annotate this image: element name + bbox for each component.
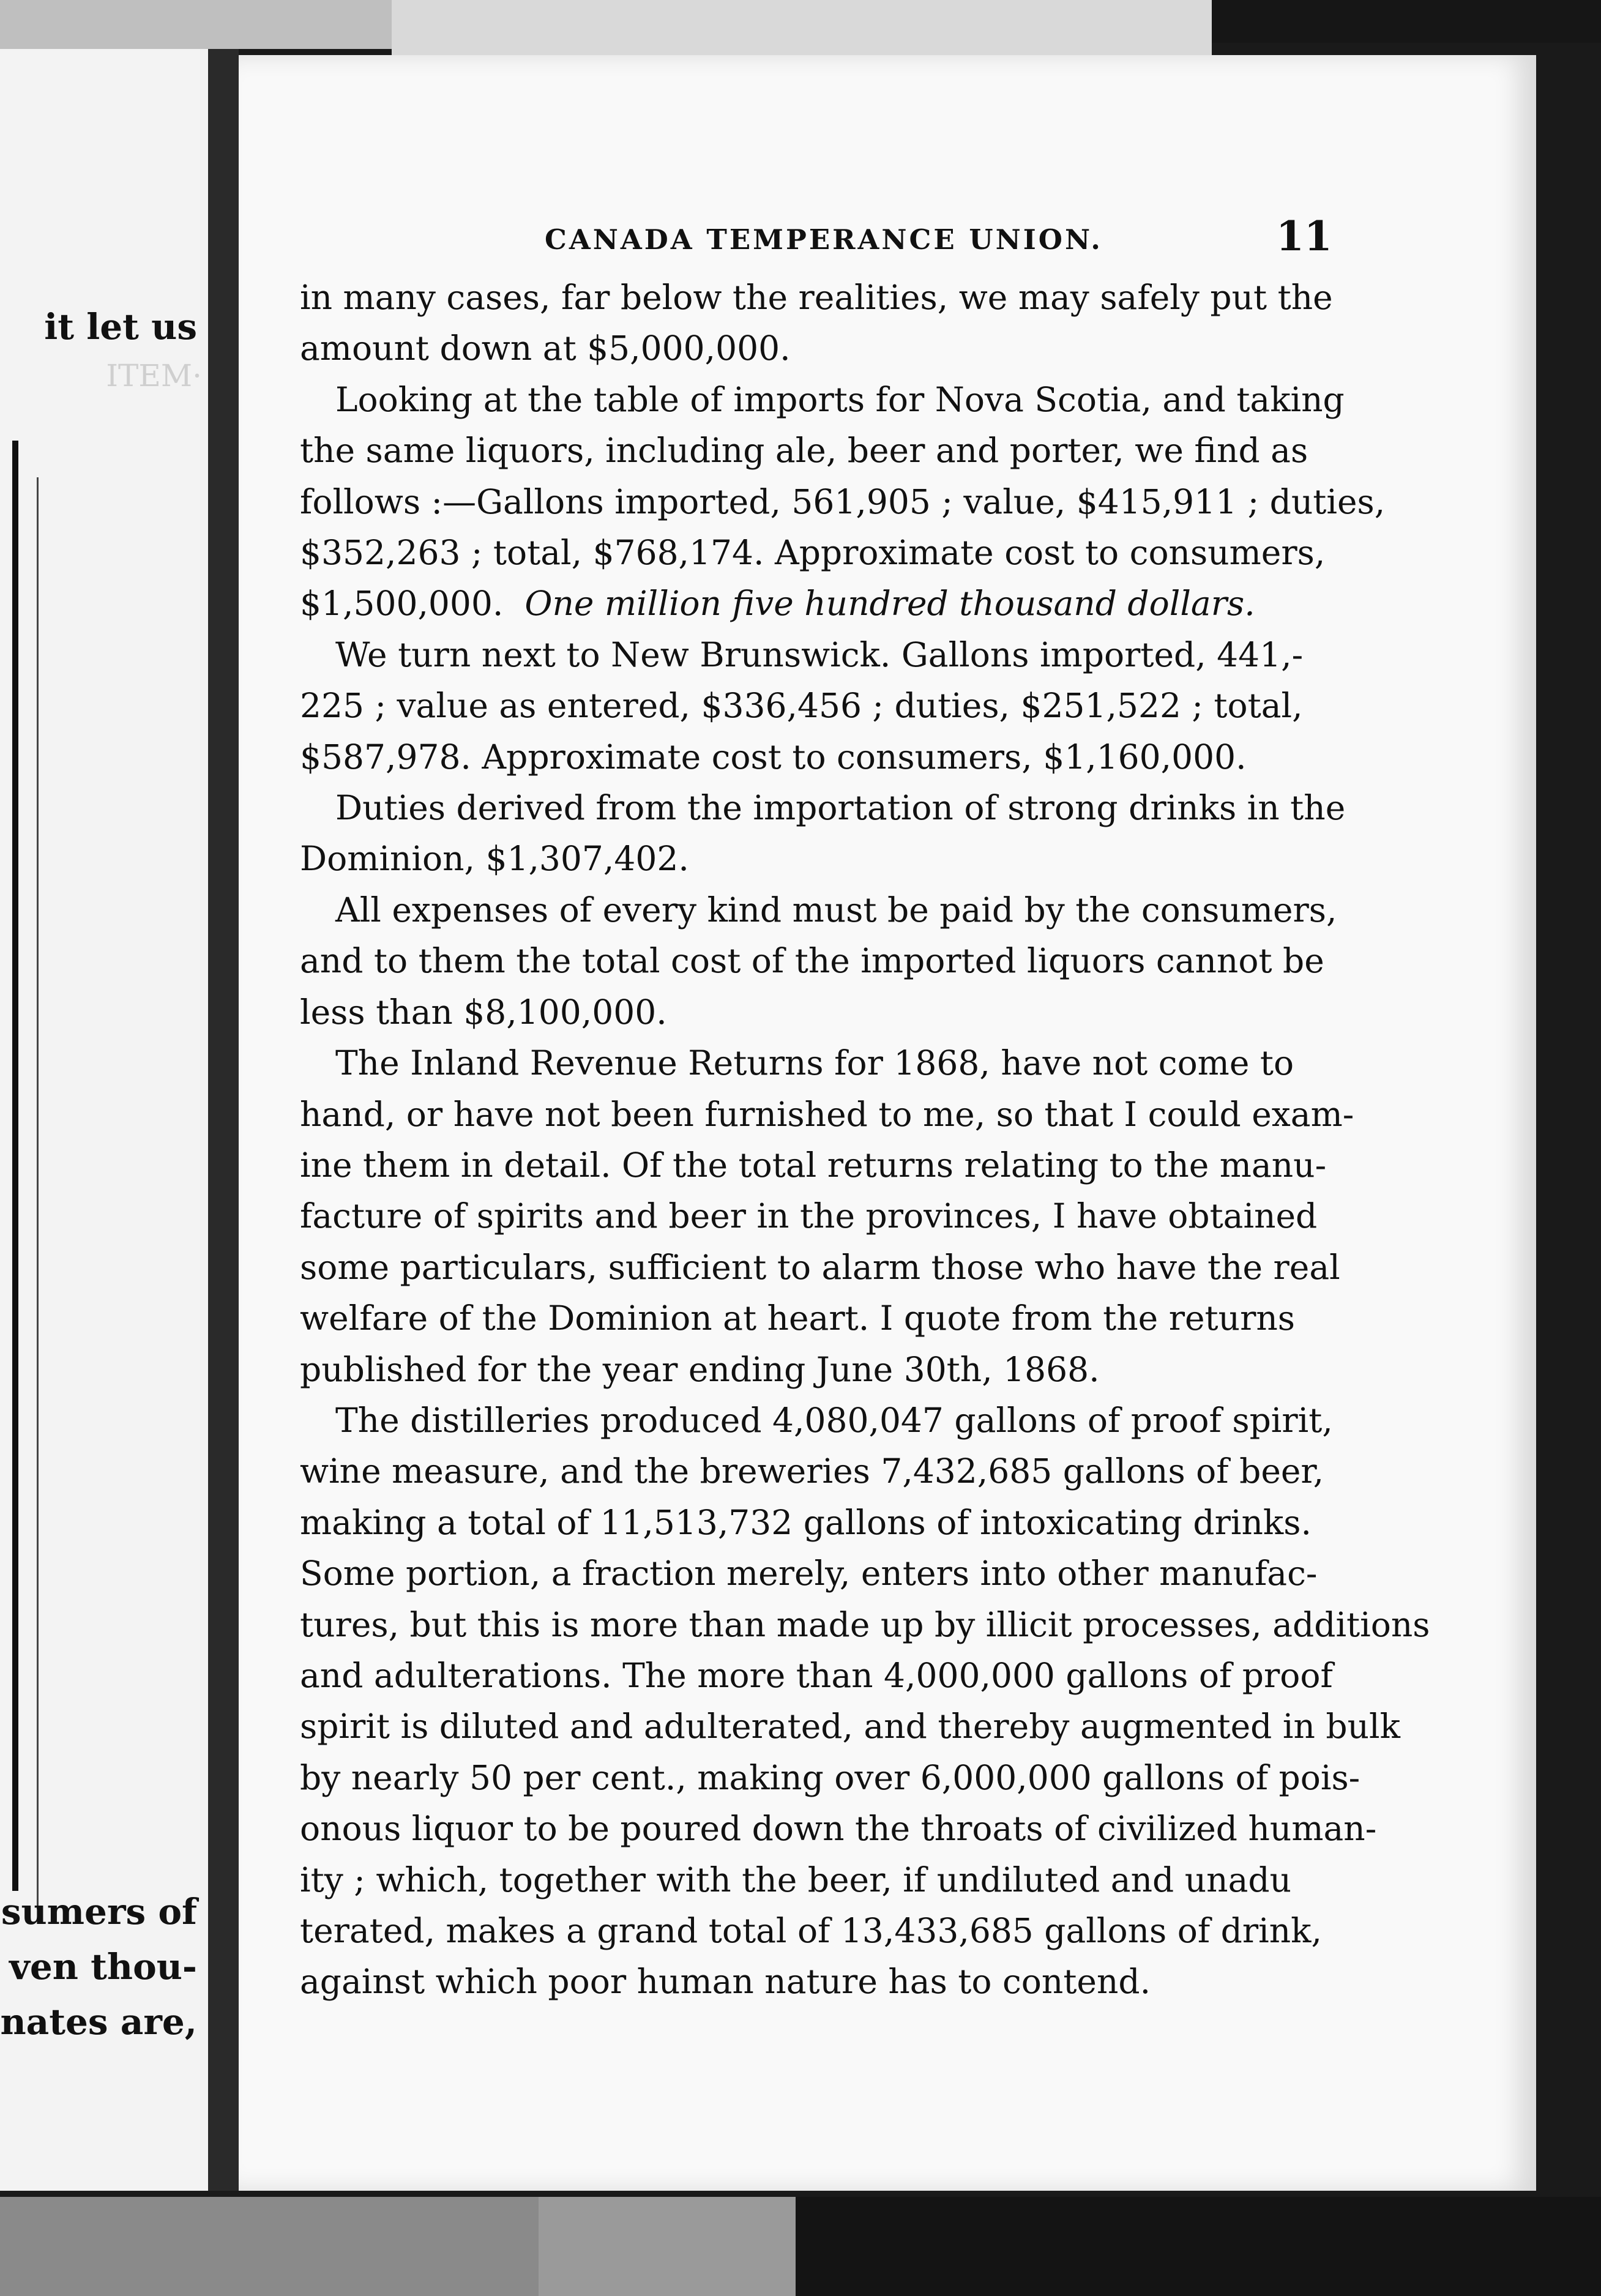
body-text bbox=[300, 272, 1430, 2008]
amount-text: $1,500,000. bbox=[300, 584, 504, 624]
text-line: Looking at the table of imports for Nova Scotia, and taking bbox=[335, 379, 1345, 419]
text-line: hand, or have not been furnished to me, so that I could exam- bbox=[300, 1094, 1354, 1134]
left-facing-page bbox=[0, 49, 208, 2191]
paragraph bbox=[300, 630, 1304, 783]
left-page-fragment: ven thou- bbox=[9, 1946, 197, 1988]
page-number: 11 bbox=[1276, 212, 1332, 260]
page-header bbox=[239, 212, 1536, 278]
paragraph bbox=[300, 783, 1346, 885]
text-line: The Inland Revenue Returns for 1868, have not come to bbox=[335, 1043, 1294, 1083]
paragraph bbox=[300, 272, 1333, 375]
page-edge-rule bbox=[37, 477, 39, 1909]
left-page-fragment: nates are, bbox=[0, 2001, 197, 2043]
text-line: the same liquors, including ale, beer and porter, we find as bbox=[300, 431, 1308, 471]
text-line: facture of spirits and beer in the provinces, I have obtained bbox=[300, 1196, 1318, 1236]
text-line: by nearly 50 per cent., making over 6,000,000 gallons of pois- bbox=[300, 1757, 1360, 1797]
text-line: making a total of 11,513,732 gallons of intoxicating drinks. bbox=[300, 1502, 1312, 1542]
text-line: ine them in detail. Of the total returns relating to the manu- bbox=[300, 1145, 1327, 1185]
bleed-through-text: ITEM· bbox=[106, 358, 202, 393]
text-line: tures, but this is more than made up by illicit processes, additions bbox=[300, 1605, 1430, 1644]
text-line: amount down at $5,000,000. bbox=[300, 329, 791, 368]
text-line: $352,263 ; total, $768,174. Approximate cost to consumers, bbox=[300, 533, 1326, 573]
italic-amount-text: One million five hundred thousand dollars. bbox=[524, 584, 1255, 624]
text-line: less than $8,100,000. bbox=[300, 992, 667, 1032]
text-line bbox=[300, 578, 1291, 629]
text-line: wine measure, and the breweries 7,432,685 gallons of beer, bbox=[300, 1452, 1324, 1491]
text-line: in many cases, far below the realities, we may safely put the bbox=[300, 278, 1333, 317]
text-line: some particulars, sufficient to alarm those who have the real bbox=[300, 1247, 1340, 1287]
left-page-fragment: sumers of bbox=[1, 1891, 197, 1933]
paragraph bbox=[300, 885, 1337, 1038]
text-line: ity ; which, together with the beer, if undiluted and unadu bbox=[300, 1860, 1291, 1899]
scan-top-border bbox=[0, 0, 1601, 43]
left-page-fragment: it let us bbox=[44, 306, 197, 348]
scan-artifact bbox=[0, 2197, 539, 2296]
text-line: against which poor human nature has to contend. bbox=[300, 1962, 1151, 2002]
text-line: The distilleries produced 4,080,047 gallons of proof spirit, bbox=[335, 1400, 1333, 1440]
scan-artifact bbox=[0, 0, 392, 49]
scan-bottom-border bbox=[0, 2197, 1601, 2296]
running-title: CANADA TEMPERANCE UNION. bbox=[545, 223, 1103, 256]
text-line: terated, makes a grand total of 13,433,685 gallons of drink, bbox=[300, 1911, 1322, 1950]
text-line: follows :—Gallons imported, 561,905 ; value, $415,911 ; duties, bbox=[300, 482, 1386, 521]
text-line: welfare of the Dominion at heart. I quote from the returns bbox=[300, 1299, 1296, 1338]
text-line: All expenses of every kind must be paid by the consumers, bbox=[335, 890, 1337, 930]
text-line: spirit is diluted and adulterated, and thereby augmented in bulk bbox=[300, 1707, 1400, 1746]
text-line: and to them the total cost of the imported liquors cannot be bbox=[300, 941, 1324, 981]
text-line: $587,978. Approximate cost to consumers, $1,160,000. bbox=[300, 737, 1247, 777]
text-line: 225 ; value as entered, $336,456 ; duties, $251,522 ; total, bbox=[300, 686, 1303, 726]
text-line: and adulterations. The more than 4,000,000 gallons of proof bbox=[300, 1655, 1333, 1695]
text-line: Some portion, a fraction merely, enters into other manufac- bbox=[300, 1554, 1318, 1593]
paragraph bbox=[300, 375, 1386, 630]
book-page bbox=[239, 55, 1536, 2191]
text-line: Duties derived from the importation of strong drinks in the bbox=[335, 788, 1346, 828]
text-line: onous liquor to be poured down the throats of civilized human- bbox=[300, 1809, 1377, 1849]
scan-artifact bbox=[539, 2197, 796, 2296]
text-line: We turn next to New Brunswick. Gallons imported, 441,- bbox=[335, 635, 1304, 674]
book-gutter bbox=[208, 49, 239, 2191]
text-line: Dominion, $1,307,402. bbox=[300, 839, 689, 879]
page-edge-rule bbox=[12, 441, 18, 1891]
text-line: published for the year ending June 30th, 1868. bbox=[300, 1349, 1100, 1389]
scan-artifact bbox=[392, 0, 1212, 55]
paragraph bbox=[300, 1395, 1430, 2008]
paragraph bbox=[300, 1038, 1354, 1395]
